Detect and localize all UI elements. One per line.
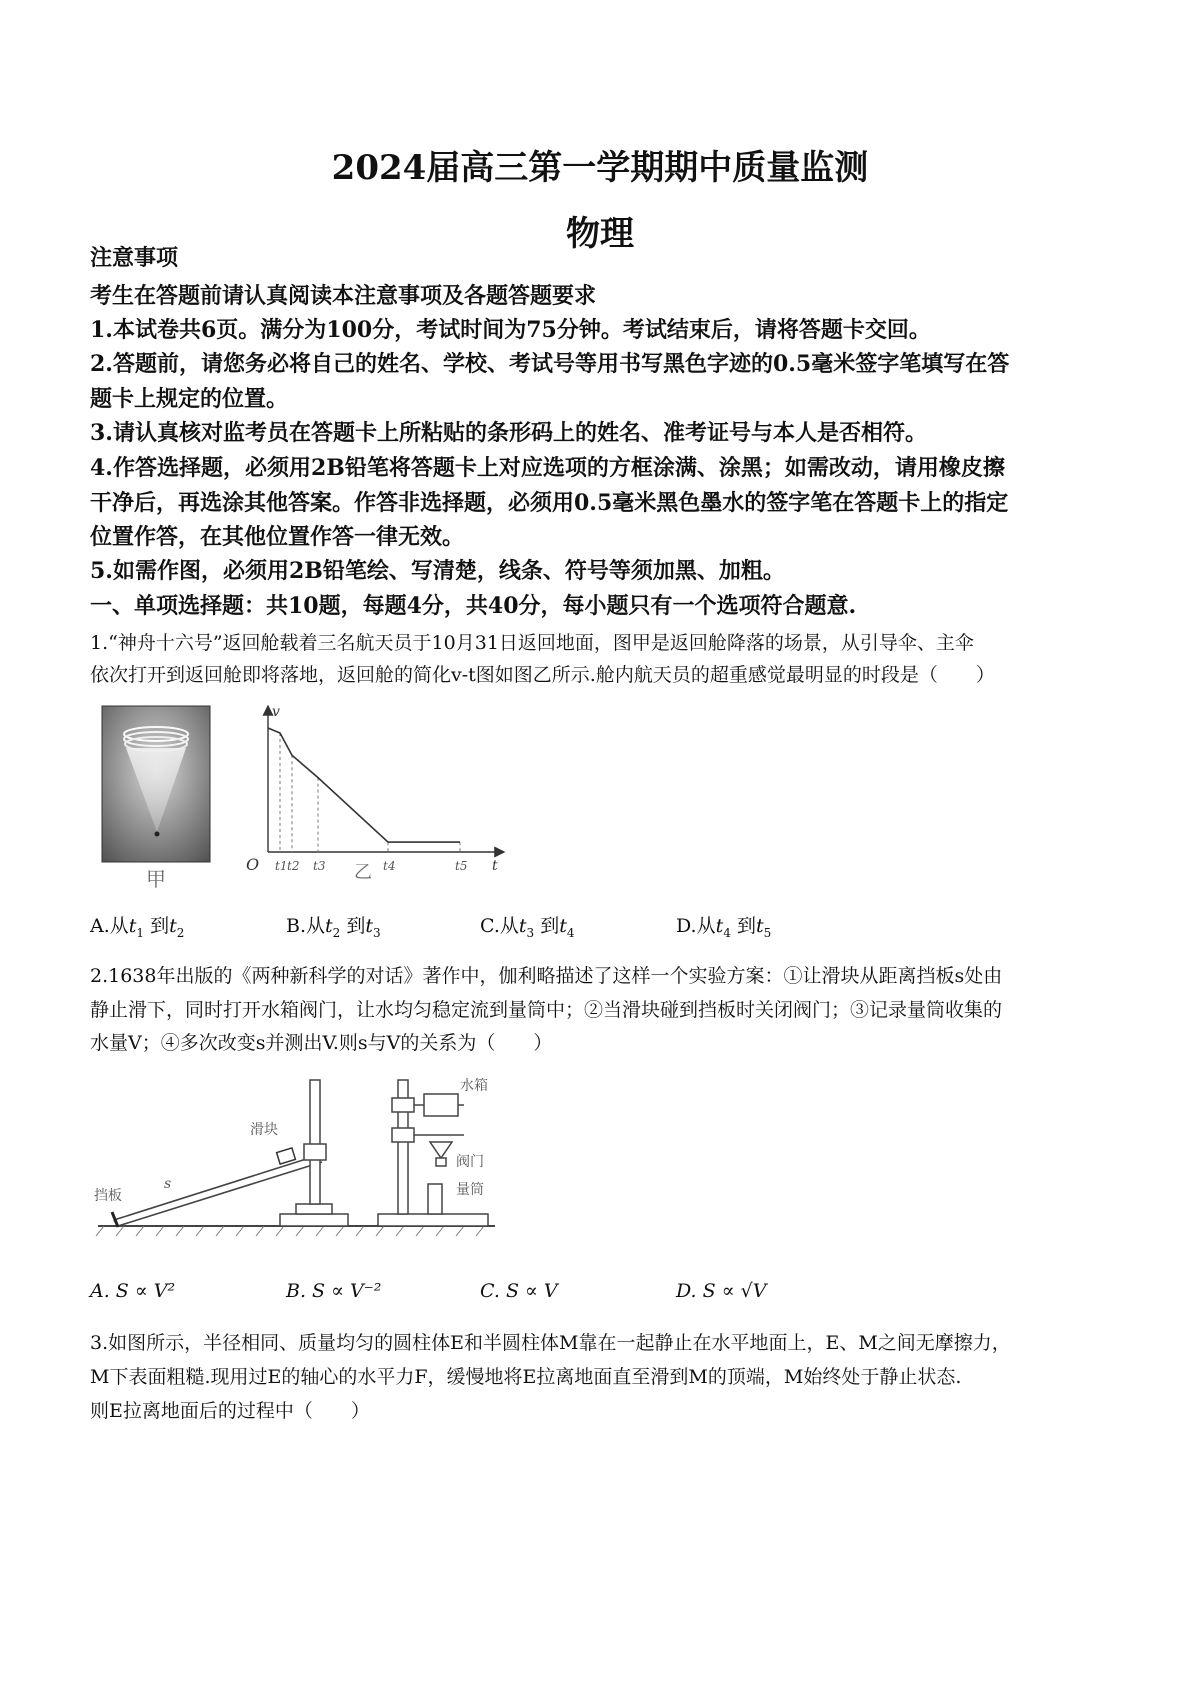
- subject-title: 物理: [566, 214, 634, 254]
- q1-option-d-t2: t: [755, 915, 764, 937]
- q2-option-a[interactable]: A. S ∝ V²: [90, 1280, 176, 1302]
- label-cylinder: 量筒: [456, 1182, 484, 1198]
- section-1-heading: 一、单项选择题：共10题，每题4分，共40分，每小题只有一个选项符合题意.: [90, 593, 857, 619]
- notice-item-3: 3.请认真核对监考员在答题卡上所粘贴的条形码上的姓名、准考证号与本人是否相符。: [90, 420, 927, 446]
- vt-curve: [268, 728, 460, 842]
- q3-stem-line1: 3.如图所示，半径相同、质量均匀的圆柱体E和半圆柱体M靠在一起静止在水平地面上，E、M之间无摩擦力，: [90, 1332, 1011, 1354]
- q1-option-d-sub1: 4: [723, 925, 731, 940]
- t-axis-label: t: [492, 858, 498, 874]
- q1-stem-line2: 依次打开到返回舱即将落地，返回舱的简化v-t图如图乙所示.舱内航天员的超重感觉最明显的时段是（ ）: [90, 664, 995, 686]
- notice-item-2-line1: 2.答题前，请您务必将自己的姓名、学校、考试号等用书写黑色字迹的0.5毫米签字笔填写在答: [90, 351, 1010, 377]
- q1-option-a-sub1: 1: [136, 925, 145, 940]
- q1-option-a[interactable]: [90, 911, 184, 940]
- q1-option-c[interactable]: [480, 911, 575, 940]
- q1-stem-line1: 1.“神舟十六号”返回舱载着三名航天员于10月31日返回地面，图甲是返回舱降落的场景，从引导伞、主伞: [90, 632, 974, 654]
- q1-option-c-t: t: [518, 915, 527, 937]
- q1-option-d-t: t: [715, 915, 724, 937]
- tick-label-t1: t1: [275, 859, 288, 873]
- q3-stem-line2: M下表面粗糙.现用过E的轴心的水平力F，缓慢地将E拉离地面直至滑到M的顶端，M始终处于静止状态.: [90, 1366, 962, 1388]
- q1-option-d-sub2: 5: [763, 925, 772, 940]
- q1-option-b-prefix: B.从: [286, 915, 326, 937]
- notice-intro: 考生在答题前请认真阅读本注意事项及各题答题要求: [90, 283, 597, 309]
- q1-option-c-sub1: 3: [526, 925, 535, 940]
- right-stand: [378, 1080, 488, 1226]
- notice-item-5: 5.如需作图，必须用2B铅笔绘、写清楚，线条、符号等须加黑、加粗。: [90, 558, 785, 584]
- label-s: s: [164, 1176, 172, 1192]
- water-tank: [424, 1094, 458, 1116]
- q1-option-a-sub2: 2: [176, 925, 185, 940]
- q2-stem-line3: 水量V；④多次改变s并测出V.则s与V的关系为（ ）: [90, 1032, 553, 1054]
- measuring-cylinder: [428, 1184, 442, 1214]
- notice-item-2-line2: 题卡上规定的位置。: [90, 386, 289, 412]
- notice-item-4-line3: 位置作答，在其他位置作答一律无效。: [90, 524, 465, 550]
- q1-vt-graph: [242, 700, 508, 886]
- tick-label-t4: t4: [383, 859, 396, 873]
- origin-label: O: [246, 855, 260, 874]
- q1-option-d-mid: 到: [736, 915, 756, 937]
- capsule-dot: [155, 832, 160, 837]
- q1-option-c-t2: t: [559, 915, 567, 937]
- q1-figure-a-label: 甲: [146, 867, 166, 891]
- q1-option-b-mid: 到: [346, 915, 366, 937]
- q1-option-b-t2: t: [365, 915, 373, 937]
- q2-option-c[interactable]: C. S ∝ V: [480, 1280, 558, 1302]
- v-axis-label: v: [272, 704, 280, 720]
- label-board: 挡板: [94, 1188, 122, 1204]
- notice-item-4-line2: 干净后，再选涂其他答案。作答非选择题，必须用0.5毫米黑色墨水的签字笔在答题卡上的指定: [90, 490, 1009, 516]
- q1-option-d[interactable]: [676, 911, 771, 940]
- tick-label-t5: t5: [455, 859, 468, 873]
- valve: [436, 1158, 446, 1166]
- notice-item-1: 1.本试卷共6页。满分为100分，考试时间为75分钟。考试结束后，请将答题卡交回。: [90, 317, 931, 343]
- exam-title: 2024届高三第一学期期中质量监测: [331, 148, 869, 188]
- q2-option-d[interactable]: D. S ∝ √V: [676, 1280, 767, 1302]
- tick-label-t3: t3: [313, 859, 326, 873]
- tick-label-t2: t2: [287, 859, 300, 873]
- q2-stem-line2: 静止滑下，同时打开水箱阀门，让水均匀稳定流到量筒中；②当滑块碰到挡板时关闭阀门；③记录量筒收集的: [90, 999, 1003, 1021]
- notice-heading: 注意事项: [90, 245, 179, 271]
- q1-option-a-prefix: A.从: [90, 915, 129, 937]
- q2-experiment-figure: [90, 1074, 500, 1246]
- label-slider: 滑块: [250, 1122, 278, 1138]
- label-valve: 阀门: [456, 1154, 484, 1170]
- q2-option-b[interactable]: B. S ∝ V⁻²: [286, 1280, 382, 1302]
- q1-figure-landing-photo: [100, 704, 212, 896]
- label-tank: 水箱: [460, 1078, 488, 1094]
- q1-figure-b-label: 乙: [354, 862, 372, 883]
- q1-option-b-t: t: [325, 915, 333, 937]
- q1-option-c-sub2: 4: [566, 925, 575, 940]
- q1-option-d-prefix: D.从: [676, 915, 716, 937]
- q2-stem-line1: 2.1638年出版的《两种新科学的对话》著作中，伽利略描述了这样一个实验方案：①让滑块从距离挡板s处由: [90, 965, 1003, 987]
- q1-option-a-mid: 到: [150, 915, 170, 937]
- q1-option-c-mid: 到: [540, 915, 560, 937]
- slider-block: [277, 1148, 296, 1164]
- q1-option-b[interactable]: [286, 911, 381, 940]
- q1-option-c-prefix: C.从: [480, 915, 519, 937]
- notice-item-4-line1: 4.作答选择题，必须用2B铅笔将答题卡上对应选项的方框涂满、涂黑；如需改动，请用橡皮擦: [90, 455, 1005, 481]
- q1-option-a-t: t: [128, 915, 137, 937]
- q1-option-b-sub2: 3: [373, 925, 381, 940]
- q1-option-a-t2: t: [169, 915, 177, 937]
- q3-stem-line3: 则E拉离地面后的过程中（ ）: [90, 1400, 370, 1422]
- ground-hatch: [96, 1226, 484, 1236]
- q1-option-b-sub1: 2: [332, 925, 341, 940]
